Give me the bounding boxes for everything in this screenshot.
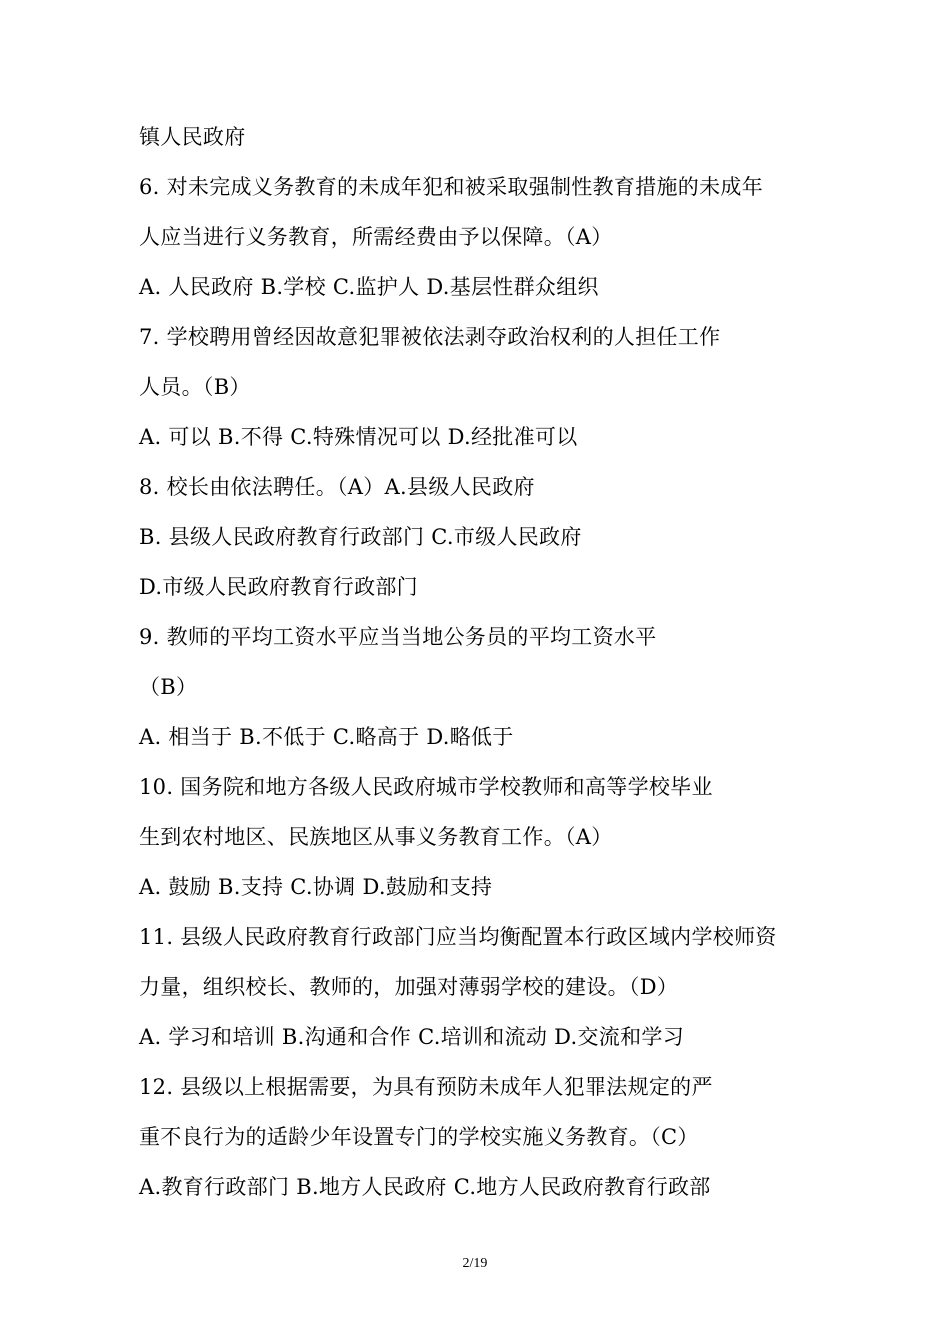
question-12-line-2: 重不良行为的适龄少年设置专门的学校实施义务教育。（C）: [139, 1125, 699, 1149]
question-9-line-1: 9. 教师的平均工资水平应当当地公务员的平均工资水平: [139, 625, 657, 649]
question-12-options: A.教育行政部门 B.地方人民政府 C.地方人民政府教育行政部: [139, 1175, 711, 1199]
question-9-answer: （B）: [139, 675, 198, 699]
question-7-options: A. 可以 B.不得 C.特殊情况可以 D.经批准可以: [139, 425, 578, 449]
question-10-options: A. 鼓励 B.支持 C.协调 D.鼓励和支持: [139, 875, 493, 899]
question-10-line-1: 10. 国务院和地方各级人民政府城市学校教师和高等学校毕业: [139, 775, 713, 799]
question-12-line-1: 12. 县级以上根据需要，为具有预防未成年人犯罪法规定的严: [139, 1075, 713, 1099]
question-6-line-2: 人应当进行义务教育，所需经费由予以保障。（A）: [139, 225, 613, 249]
question-6-options: A. 人民政府 B.学校 C.监护人 D.基层性群众组织: [139, 275, 599, 299]
question-7-line-1: 7. 学校聘用曾经因故意犯罪被依法剥夺政治权利的人担任工作: [139, 325, 721, 349]
question-11-line-1: 11. 县级人民政府教育行政部门应当均衡配置本行政区域内学校师资: [139, 925, 777, 949]
text-line: 镇人民政府: [139, 125, 246, 149]
question-11-options: A. 学习和培训 B.沟通和合作 C.培训和流动 D.交流和学习: [139, 1025, 685, 1049]
question-6-line-1: 6. 对未完成义务教育的未成年犯和被采取强制性教育措施的未成年: [139, 175, 764, 199]
question-8-line-1: 8. 校长由依法聘任。（A）A.县级人民政府: [139, 475, 535, 499]
question-8-options-2: D.市级人民政府教育行政部门: [139, 575, 418, 599]
page-number: 2/19: [462, 1256, 488, 1271]
question-10-line-2: 生到农村地区、民族地区从事义务教育工作。（A）: [139, 825, 613, 849]
question-7-line-2: 人员。（B）: [139, 375, 251, 399]
question-9-options: A. 相当于 B.不低于 C.略高于 D.略低于: [139, 725, 514, 749]
question-11-line-2: 力量，组织校长、教师的，加强对薄弱学校的建设。（D）: [139, 975, 679, 999]
question-8-options-1: B. 县级人民政府教育行政部门 C.市级人民政府: [139, 525, 582, 549]
